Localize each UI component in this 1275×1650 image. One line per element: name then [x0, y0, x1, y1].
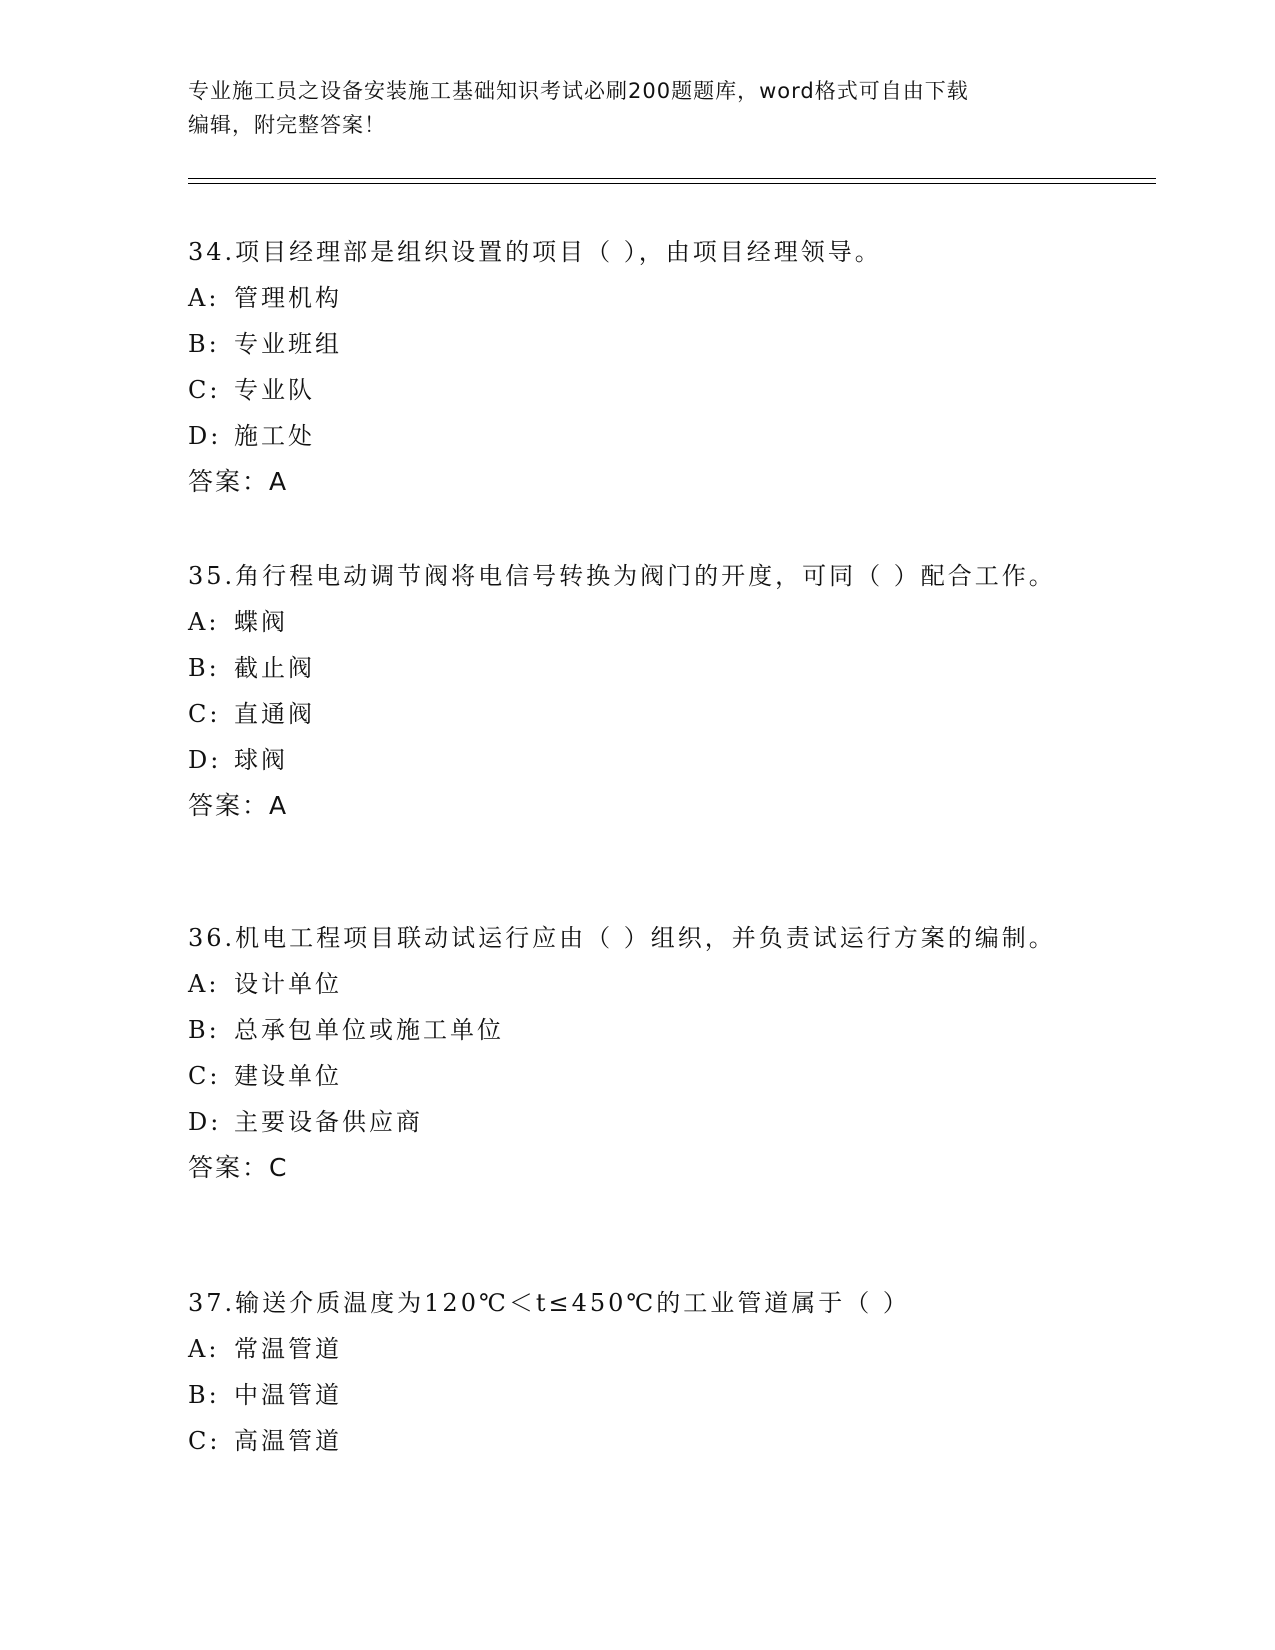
question-36	[188, 915, 1068, 1191]
option-letter: B:	[188, 1016, 220, 1044]
option-a	[188, 1326, 1068, 1372]
option-letter: A:	[188, 284, 220, 312]
question-35	[188, 553, 1068, 829]
option-letter: C:	[188, 376, 221, 404]
question-stem: 37.输送介质温度为120℃＜t≤450℃的工业管道属于（ ）	[188, 1289, 910, 1317]
question-37	[188, 1280, 1068, 1464]
option-c	[188, 1418, 1068, 1464]
option-text: 直通阀	[234, 700, 315, 728]
option-c	[188, 367, 1068, 413]
document-header	[188, 74, 1068, 142]
question-stem: 35.角行程电动调节阀将电信号转换为阀门的开度，可同（ ）配合工作。	[188, 562, 1056, 590]
option-text: 高温管道	[234, 1427, 342, 1455]
question-stem: 36.机电工程项目联动试运行应由（ ）组织，并负责试运行方案的编制。	[188, 924, 1056, 952]
option-c	[188, 1053, 1068, 1099]
option-letter: A:	[188, 608, 220, 636]
option-text: 设计单位	[234, 970, 342, 998]
option-text: 建设单位	[234, 1062, 342, 1090]
option-c	[188, 691, 1068, 737]
option-letter: B:	[188, 654, 220, 682]
option-letter: C:	[188, 1427, 221, 1455]
option-d	[188, 1099, 1068, 1145]
header-divider-bottom	[188, 183, 1156, 184]
question-stem: 34.项目经理部是组织设置的项目（ ），由项目经理领导。	[188, 238, 882, 266]
answer: 答案：A	[188, 467, 289, 496]
option-text: 专业队	[234, 376, 315, 404]
answer: 答案：A	[188, 791, 289, 820]
option-a	[188, 961, 1068, 1007]
option-letter: B:	[188, 330, 220, 358]
option-letter: D:	[188, 746, 222, 774]
option-text: 常温管道	[234, 1335, 342, 1363]
option-letter: D:	[188, 422, 222, 450]
option-text: 总承包单位或施工单位	[234, 1016, 504, 1044]
answer: 答案：C	[188, 1153, 289, 1182]
option-text: 蝶阀	[234, 608, 288, 636]
option-text: 球阀	[234, 746, 288, 774]
header-divider-top	[188, 178, 1156, 179]
option-letter: C:	[188, 700, 221, 728]
question-34	[188, 229, 1068, 505]
option-a	[188, 599, 1068, 645]
option-b	[188, 321, 1068, 367]
header-line-1: 专业施工员之设备安装施工基础知识考试必刷200题题库，word格式可自由下载	[188, 79, 969, 103]
option-text: 管理机构	[234, 284, 342, 312]
header-line-2: 编辑，附完整答案！	[188, 113, 386, 137]
option-text: 施工处	[234, 422, 315, 450]
option-text: 主要设备供应商	[234, 1108, 423, 1136]
option-b	[188, 1007, 1068, 1053]
option-d	[188, 737, 1068, 783]
option-letter: A:	[188, 970, 220, 998]
option-b	[188, 1372, 1068, 1418]
option-d	[188, 413, 1068, 459]
option-letter: B:	[188, 1381, 220, 1409]
option-b	[188, 645, 1068, 691]
option-text: 专业班组	[234, 330, 342, 358]
option-letter: D:	[188, 1108, 222, 1136]
option-text: 中温管道	[234, 1381, 342, 1409]
option-letter: A:	[188, 1335, 220, 1363]
option-text: 截止阀	[234, 654, 315, 682]
option-a	[188, 275, 1068, 321]
option-letter: C:	[188, 1062, 221, 1090]
